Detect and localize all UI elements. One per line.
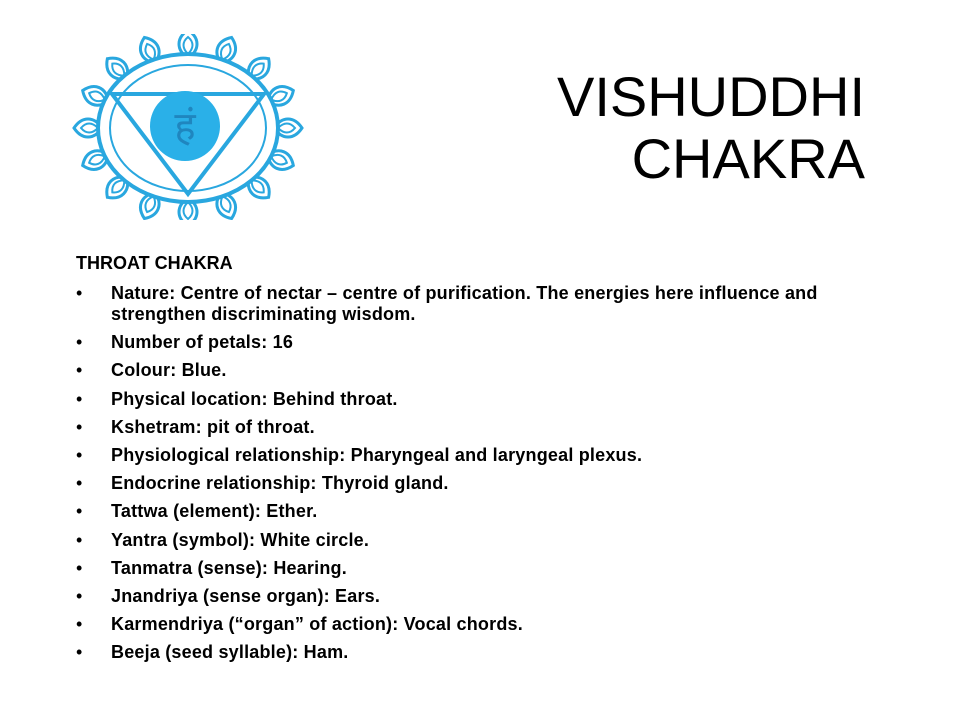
bullet-text: Nature: Centre of nectar – centre of purification. The energies here influence and strengthen discriminating wisdom. — [111, 283, 818, 324]
bullet-text: Beeja (seed syllable): Ham. — [111, 642, 349, 663]
bullet-marker: • — [76, 614, 83, 635]
subtitle: THROAT CHAKRA — [76, 253, 233, 273]
bullet-marker: • — [76, 388, 83, 409]
bullet-marker: • — [76, 529, 83, 550]
bullet-text: Endocrine relationship: Thyroid gland. — [111, 473, 449, 494]
bullet-text: Tanmatra (sense): Hearing. — [111, 557, 347, 578]
list-item — [76, 614, 896, 635]
list-item — [76, 283, 896, 325]
list-item — [76, 389, 896, 410]
title-line-2: CHAKRA — [631, 127, 865, 190]
list-item — [76, 417, 896, 438]
slide-title — [445, 66, 865, 190]
list-item — [76, 586, 896, 607]
seed-syllable-glyph: हं — [174, 104, 196, 150]
bullet-marker: • — [76, 585, 83, 606]
list-item — [76, 332, 896, 353]
title-line-1: VISHUDDHI — [556, 65, 865, 128]
bullet-text: Physiological relationship: Pharyngeal and laryngeal plexus. — [111, 444, 643, 465]
bullet-marker: • — [76, 360, 83, 381]
bullet-list — [76, 283, 896, 663]
list-item — [76, 558, 896, 579]
bullet-marker: • — [76, 642, 83, 663]
list-item — [76, 445, 896, 466]
bullet-text: Karmendriya (“organ” of action): Vocal chords. — [111, 614, 523, 635]
list-item — [76, 530, 896, 551]
bullet-marker: • — [76, 332, 83, 353]
vishuddhi-chakra-icon — [66, 34, 314, 220]
list-item — [76, 642, 896, 663]
bullet-text: Yantra (symbol): White circle. — [111, 529, 370, 550]
list-item — [76, 473, 896, 494]
list-item — [76, 501, 896, 522]
bullet-text: Tattwa (element): Ether. — [111, 501, 318, 522]
bullet-marker: • — [76, 444, 83, 465]
bullet-text: Physical location: Behind throat. — [111, 388, 398, 409]
list-item — [76, 360, 896, 381]
bullet-text: Number of petals: 16 — [111, 332, 294, 353]
bullet-marker: • — [76, 501, 83, 522]
content-body — [76, 252, 896, 670]
bullet-marker: • — [76, 283, 83, 303]
bullet-text: Colour: Blue. — [111, 360, 227, 381]
bullet-marker: • — [76, 557, 83, 578]
bullet-text: Kshetram: pit of throat. — [111, 416, 315, 437]
bullet-text: Jnandriya (sense organ): Ears. — [111, 585, 381, 606]
bullet-marker: • — [76, 416, 83, 437]
bullet-marker: • — [76, 473, 83, 494]
